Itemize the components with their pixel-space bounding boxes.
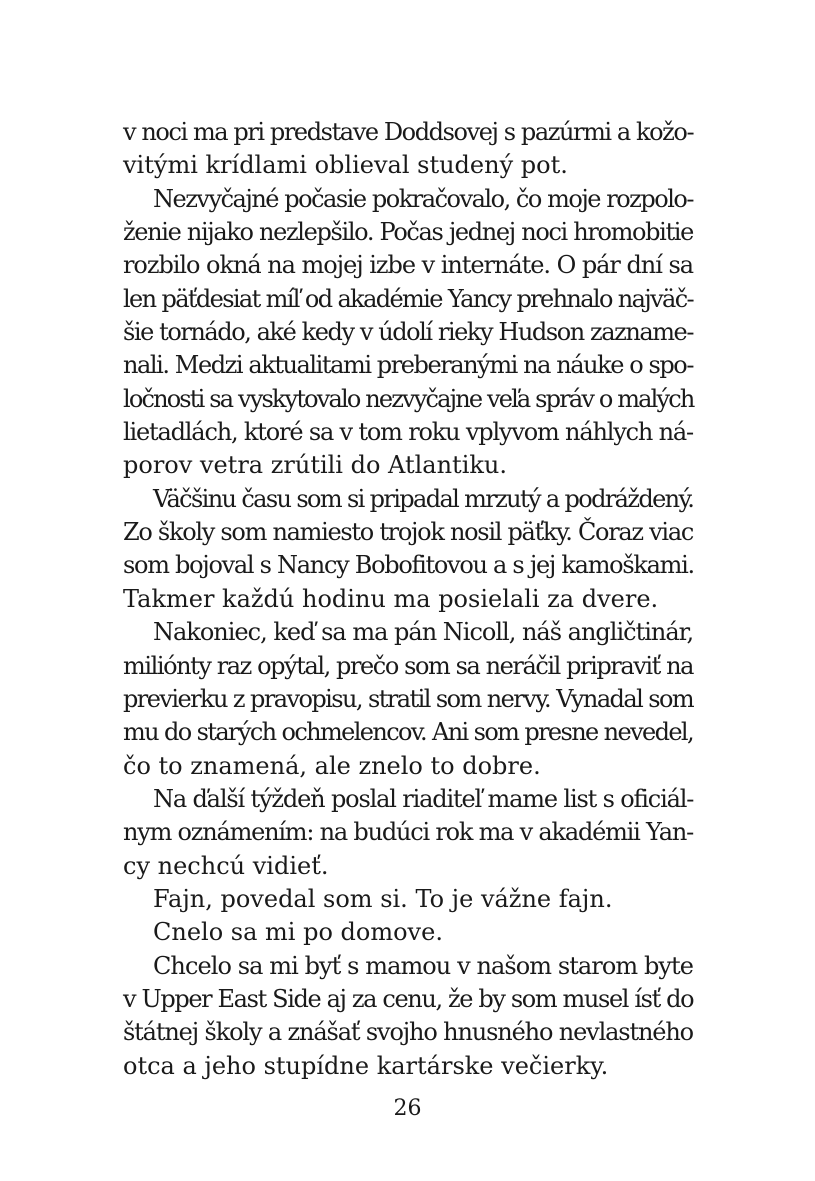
text-line: som bojoval s Nancy Bobofitovou a s jej kamoškami. (123, 551, 694, 580)
text-line: štátnej školy a znášať svojho hnusného nevlastného (123, 1018, 693, 1047)
text-line: previerku z pravopisu, stratil som nervy. Vynadal som (123, 684, 694, 713)
text-line: Chcelo sa mi byť s mamou v našom starom byte (153, 951, 693, 980)
body-text (123, 116, 693, 1083)
text-line: v Upper East Side aj za cenu, že by som musel ísť do (123, 984, 694, 1013)
text-line: ženie nijako nezlepšilo. Počas jednej noci hromobitie (123, 218, 693, 247)
text-line: porov vetra zrútili do Atlantiku. (123, 451, 507, 480)
text-line: Nezvyčajné počasie pokračovalo, čo moje rozpolo- (153, 184, 693, 213)
text-line: ločnosti sa vyskytovalo nezvyčajne veľa správ o malých (123, 384, 694, 413)
text-line: Cnelo sa mi po domove. (153, 918, 443, 947)
text-line: cy nechcú vidieť. (123, 851, 329, 880)
text-line: šie tornádo, aké kedy v údolí rieky Hudson zazname- (123, 318, 693, 347)
text-line: lietadlách, ktoré sa v tom roku vplyvom náhlych ná- (123, 418, 693, 447)
text-line: čo to znamená, ale znelo to dobre. (123, 751, 541, 780)
text-line: miliónty raz opýtal, prečo som sa neráčil pripraviť na (123, 651, 693, 680)
text-line: mu do starých ochmelencov. Ani som presne nevedel, (123, 718, 693, 747)
text-line: len päťdesiat míľ od akadémie Yancy prehnalo najväč- (123, 284, 693, 313)
text-line: v noci ma pri predstave Doddsovej s pazúrmi a kožo- (123, 118, 694, 146)
text-line: Na ďalší týždeň poslal riaditeľ mame list s oficiál- (153, 784, 694, 813)
text-line: nym oznámením: na budúci rok ma v akadémii Yan- (123, 818, 693, 847)
text-line: Fajn, povedal som si. To je vážne fajn. (153, 884, 613, 913)
text-line: Zo školy som namiesto trojok nosil päťky. Čoraz viac (123, 518, 693, 547)
text-line: rozbilo okná na mojej izbe v internáte. O pár dní sa (123, 251, 693, 280)
text-line: Takmer každú hodinu ma posielali za dvere. (123, 584, 659, 613)
text-line: otca a jeho stupídne kartárske večierky. (123, 1051, 609, 1080)
text-line: nali. Medzi aktualitami preberanými na náuke o spo- (123, 351, 693, 380)
text-line: Väčšinu času som si pripadal mrzutý a podráždený. (153, 484, 694, 513)
text-line: vitými krídlami oblieval studený pot. (123, 151, 568, 180)
text-line: Nakoniec, keď sa ma pán Nicoll, náš angličtinár, (153, 618, 694, 647)
page-number: 26 (393, 1096, 422, 1121)
